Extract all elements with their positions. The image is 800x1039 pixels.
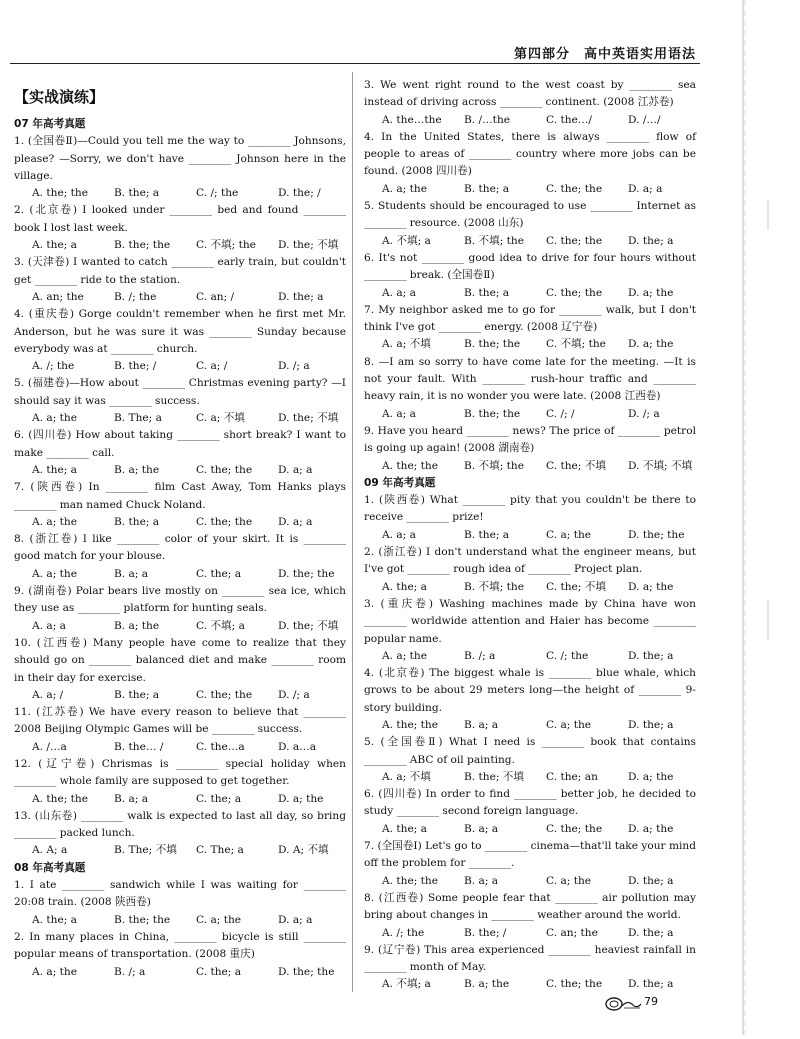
page-edge-shadow (740, 0, 800, 1035)
left-column (14, 86, 346, 981)
answer-options (364, 406, 696, 423)
answer-option: C. the; the (196, 463, 253, 476)
answer-option: C. the; the (546, 182, 603, 195)
answer-option: D. the; a (628, 649, 674, 662)
answer-option: A. a; / (32, 688, 64, 701)
question-stem: 8. (浙江卷) I like ________ color of your skirt. It is ________ good match for your blouse. (14, 533, 346, 563)
question-item (14, 427, 346, 479)
page-footer (604, 995, 684, 1013)
answer-option: A. the; a (32, 239, 77, 252)
answer-option: D. the; a (628, 926, 674, 939)
answer-options (14, 410, 346, 427)
question-stem: 2. (浙江卷) I don't understand what the engineer means, but I've got ________ rough idea of ________ Project plan. (364, 546, 696, 576)
answer-option: B. 不填; the (464, 459, 524, 472)
page-header (10, 41, 700, 64)
question-stem: 4. In the United States, there is always ________ flow of people to areas of ________ country where more jobs can be found. (2008 四川卷) (364, 130, 696, 178)
answer-option: C. a; / (196, 360, 228, 373)
question-stem: 7. (全国卷Ⅰ) Let's go to ________ cinema—that'll take your mind off the problem for ________. (364, 840, 696, 870)
question-stem: 1. I ate ________ sandwich while I was waiting for ________ 20:08 train. (2008 陕西卷) (14, 879, 346, 909)
question-item (364, 890, 696, 942)
answer-option: B. the; the (114, 913, 171, 926)
answer-option: A. a; a (382, 528, 416, 541)
answer-options (364, 233, 696, 250)
question-stem: 9. Have you heard ________ news? The price of ________ petrol is going up again! (2008 湖南卷) (364, 424, 696, 455)
question-item (14, 531, 346, 583)
answer-option: B. a; a (114, 792, 149, 805)
question-item (364, 198, 696, 250)
answer-options (14, 687, 346, 704)
answer-option: C. the; the (196, 515, 253, 528)
answer-options (364, 821, 696, 838)
question-item (14, 929, 346, 981)
answer-option: C. the; a (196, 792, 242, 805)
answer-option: B. /; a (114, 965, 146, 978)
exam-year-heading: 09 年高考真题 (364, 476, 436, 489)
answer-options (364, 717, 696, 734)
question-stem: 3. (天津卷) I wanted to catch ________ early train, but couldn't get ________ ride to the station. (14, 256, 346, 286)
answer-option: A. an; the (32, 290, 84, 303)
answer-option: D. the; a (628, 978, 674, 991)
answer-option: C. the…/ (546, 113, 592, 126)
answer-option: A. the; a (382, 580, 427, 593)
question-stem: 2. (北京卷) I looked under ________ bed and found ________ book I lost last week. (14, 204, 346, 234)
answer-option: B. /…the (464, 113, 511, 126)
answer-options (14, 618, 346, 635)
answer-option: B. 不填; the (464, 580, 524, 593)
page-number: 79 (644, 995, 658, 1008)
question-item (364, 665, 696, 734)
answer-option: D. a; the (628, 286, 674, 299)
answer-option: C. the; the (546, 822, 603, 835)
answer-option: C. an; / (196, 290, 235, 303)
answer-option: A. the; the (32, 187, 89, 200)
answer-option: D. a…a (278, 740, 317, 753)
answer-option: B. the; the (464, 338, 521, 351)
answer-option: C. /; the (546, 649, 589, 662)
question-stem: 1. (陕西卷) What ________ pity that you couldn't be there to receive ________ prize! (364, 494, 696, 524)
question-item (364, 786, 696, 838)
answer-option: A. a; the (32, 412, 77, 425)
question-stem: 8. (江西卷) Some people fear that ________ air pollution may bring about changes in ________ weather around the world. (364, 891, 696, 922)
answer-options (14, 842, 346, 859)
question-item (364, 492, 696, 544)
answer-option: A. /; the (382, 926, 425, 939)
question-stem: 12. (辽宁卷) Chrismas is ________ special holiday when ________ whole family are supposed to get together. (14, 757, 346, 788)
answer-option: D. A; 不填 (278, 844, 329, 857)
exam-year-heading: 07 年高考真题 (14, 118, 86, 130)
answer-options (364, 527, 696, 544)
question-stem: 5. Students should be encouraged to use ________ Internet as ________ resource. (2008 山东) (364, 200, 696, 230)
answer-option: A. the; the (382, 459, 439, 472)
answer-option: C. the; the (546, 234, 603, 247)
answer-option: A. the; a (382, 822, 427, 835)
answer-option: B. the; / (114, 360, 157, 373)
answer-option: A. the; a (32, 913, 77, 926)
answer-option: B. The; a (114, 412, 162, 425)
question-item (364, 77, 696, 129)
question-item (14, 306, 346, 375)
question-item (364, 544, 696, 596)
left-question-list (14, 116, 346, 981)
question-stem: 4. (北京卷) The biggest whale is ________ blue whale, which grows to be about 29 meters long—the height of ________ 9-story building. (364, 667, 696, 714)
answer-option: C. the; a (196, 965, 242, 978)
answer-option: B. a; a (464, 822, 499, 835)
answer-option: B. a; the (114, 463, 160, 476)
answer-option: C. /; the (196, 187, 239, 200)
answer-option: B. 不填; the (464, 234, 524, 247)
answer-option: C. a; the (546, 874, 592, 887)
answer-option: A. 不填; a (382, 234, 431, 247)
question-stem: 6. (四川卷) In order to find ________ better job, he decided to study ________ second foreign language. (364, 788, 696, 818)
question-item (14, 583, 346, 635)
answer-option: D. the; the (628, 528, 685, 541)
question-stem: 1. (全国卷Ⅱ)—Could you tell me the way to ________ Johnsons, please? —Sorry, we don't have ________ Johnson here in the village. (14, 135, 346, 182)
question-item (364, 838, 696, 890)
answer-options (14, 185, 346, 202)
answer-option: B. the; / (464, 926, 507, 939)
question-item (14, 202, 346, 254)
answer-options (14, 739, 346, 756)
question-stem: 9. (辽宁卷) This area experienced ________ heaviest rainfall in ________ month of May. (364, 943, 696, 974)
answer-options (364, 769, 696, 786)
answer-option: B. a; the (464, 978, 510, 991)
answer-option: B. /; the (114, 290, 157, 303)
answer-option: A. a; the (32, 965, 77, 978)
answer-option: B. the; a (114, 187, 160, 200)
answer-option: A. the; the (382, 874, 439, 887)
answer-options (14, 514, 346, 531)
answer-options (364, 285, 696, 302)
answer-options (364, 336, 696, 353)
answer-option: C. /; / (546, 407, 575, 420)
answer-options (364, 112, 696, 129)
answer-option: A. the; the (32, 792, 89, 805)
answer-option: C. the; 不填 (546, 459, 606, 472)
answer-option: D. the; a (628, 874, 674, 887)
answer-options (364, 925, 696, 942)
question-stem: 6. It's not ________ good idea to drive for four hours without ________ break. (全国卷Ⅱ) (364, 251, 696, 282)
answer-option: A. a; the (32, 515, 77, 528)
question-item (14, 375, 346, 427)
answer-option: A. a; a (32, 619, 66, 632)
question-item (14, 254, 346, 306)
answer-options (14, 289, 346, 306)
section-title: 【实战演练】 (14, 88, 105, 106)
question-stem: 8. —I am so sorry to have come late for the meeting. —It is not your fault. With ________ rush-hour traffic and ________ heavy rain, it is no wonder you were late. (2008 江西卷) (364, 355, 696, 403)
answer-option: C. the; the (546, 978, 603, 991)
question-stem: 5. (全国卷Ⅱ) What I need is ________ book that contains ________ ABC of oil painting. (364, 736, 696, 766)
answer-option: B. /; a (464, 649, 496, 662)
question-stem: 4. (重庆卷) Gorge couldn't remember when he first met Mr. Anderson, but he was sure it was ________ Sunday because everybody was at ________ church. (14, 308, 346, 355)
answer-option: D. a; a (628, 182, 663, 195)
answer-option: B. the; 不填 (464, 770, 524, 783)
question-item (364, 354, 696, 423)
question-item (14, 479, 346, 531)
exam-year-heading: 08 年高考真题 (14, 861, 86, 874)
answer-option: A. a; the (382, 649, 427, 662)
answer-option: A. a; the (382, 182, 427, 195)
answer-option: B. the; a (114, 515, 160, 528)
question-item (364, 423, 696, 475)
question-item (364, 302, 696, 354)
question-stem: 11. (江苏卷) We have every reason to believe that ________ 2008 Beijing Olympic Games will be ________ success. (14, 706, 346, 736)
question-item (14, 133, 346, 202)
answer-option: C. The; a (196, 844, 244, 857)
answer-option: C. the…a (196, 740, 245, 753)
answer-option: A. A; a (32, 844, 68, 857)
answer-option: A. a; 不填 (382, 338, 431, 351)
question-stem: 2. In many places in China, ________ bicycle is still ________ popular means of transportation. (2008 重庆) (14, 930, 346, 961)
answer-option: A. /…a (32, 740, 67, 753)
answer-option: C. an; the (546, 926, 598, 939)
answer-option: D. a; the (278, 792, 324, 805)
answer-option: D. a; a (278, 463, 313, 476)
answer-option: B. the; a (464, 528, 510, 541)
answer-option: D. a; a (278, 913, 313, 926)
answer-option: D. a; the (628, 338, 674, 351)
answer-option: B. the; the (464, 407, 521, 420)
answer-option: B. the; a (464, 182, 510, 195)
question-stem: 3. We went right round to the west coast by ________ sea instead of driving across ________ continent. (2008 江苏卷) (364, 79, 696, 109)
answer-option: D. the; 不填 (278, 239, 339, 252)
answer-option: D. a; the (628, 580, 674, 593)
answer-option: C. a; 不填 (196, 412, 245, 425)
question-stem: 10. (江西卷) Many people have come to realize that they should go on ________ balanced diet and make ________ room in their day for exercise. (14, 636, 346, 684)
question-item (14, 756, 346, 808)
answer-options (14, 791, 346, 808)
question-stem: 13. (山东卷) ________ walk is expected to last all day, so bring ________ packed lunch. (14, 809, 346, 840)
answer-option: B. a; the (114, 619, 160, 632)
answer-option: A. the; the (382, 718, 439, 731)
answer-option: C. 不填; a (196, 619, 245, 632)
answer-option: C. the; the (196, 688, 253, 701)
answer-option: A. the; a (32, 463, 77, 476)
answer-option: D. the; a (628, 718, 674, 731)
question-stem: 6. (四川卷) How about taking ________ short break? I want to make ________ call. (14, 429, 346, 459)
answer-option: C. the; an (546, 770, 598, 783)
answer-option: B. the… / (114, 740, 164, 753)
answer-options (14, 566, 346, 583)
right-question-list (364, 77, 696, 994)
question-stem: 7. My neighbor asked me to go for ________ walk, but I don't think I've got ________ energy. (2008 辽宁卷) (364, 303, 696, 334)
answer-option: D. a; a (278, 515, 313, 528)
answer-option: D. 不填; 不填 (628, 459, 693, 472)
answer-option: B. a; a (114, 567, 149, 580)
answer-options (364, 579, 696, 596)
answer-option: C. the; a (196, 567, 242, 580)
header-title: 第四部分 高中英语实用语法 (513, 47, 696, 62)
answer-options (14, 912, 346, 929)
answer-option: C. the; 不填 (546, 580, 606, 593)
answer-options (14, 237, 346, 254)
answer-option: A. a; a (382, 286, 416, 299)
answer-option: C. a; the (546, 528, 592, 541)
question-item (14, 877, 346, 929)
answer-options (364, 458, 696, 475)
answer-option: D. /; a (278, 688, 310, 701)
right-column (364, 77, 696, 994)
answer-option: D. a; the (628, 770, 674, 783)
answer-option: D. the; a (278, 290, 324, 303)
answer-option: D. the; the (278, 965, 335, 978)
question-item (14, 704, 346, 756)
question-item (364, 596, 696, 665)
answer-option: A. a; the (32, 567, 77, 580)
answer-options (14, 358, 346, 375)
answer-options (364, 976, 696, 993)
answer-option: B. the; the (114, 239, 171, 252)
question-item (364, 129, 696, 198)
answer-options (14, 964, 346, 981)
answer-option: D. /…/ (628, 113, 661, 126)
answer-option: B. the; a (464, 286, 510, 299)
answer-option: C. a; the (196, 913, 242, 926)
answer-option: C. 不填; the (196, 239, 256, 252)
answer-option: C. 不填; the (546, 338, 606, 351)
column-divider (352, 72, 353, 992)
answer-option: A. the…the (382, 113, 442, 126)
answer-option: A. a; a (382, 407, 416, 420)
question-item (14, 808, 346, 860)
answer-options (14, 462, 346, 479)
answer-option: A. 不填; a (382, 978, 431, 991)
answer-options (364, 648, 696, 665)
answer-option: D. /; a (628, 407, 660, 420)
answer-options (364, 181, 696, 198)
answer-option: D. the; the (278, 567, 335, 580)
answer-option: A. /; the (32, 360, 75, 373)
answer-option: D. /; a (278, 360, 310, 373)
book-logo-icon (604, 996, 642, 1012)
answer-option: A. a; 不填 (382, 770, 431, 783)
question-item (364, 942, 696, 994)
question-item (364, 250, 696, 302)
question-item (14, 635, 346, 704)
question-stem: 3. (重庆卷) Washing machines made by China have won ________ worldwide attention and Haier has become ________ popular name. (364, 597, 696, 645)
answer-option: C. the; the (546, 286, 603, 299)
question-stem: 7. (陕西卷) In ________ film Cast Away, Tom Hanks plays ________ man named Chuck Noland. (14, 481, 346, 511)
answer-option: D. the; a (628, 234, 674, 247)
answer-option: D. a; the (628, 822, 674, 835)
answer-option: D. the; 不填 (278, 619, 339, 632)
answer-option: B. The; 不填 (114, 844, 177, 857)
answer-option: B. the; a (114, 688, 160, 701)
answer-option: B. a; a (464, 718, 499, 731)
answer-option: D. the; 不填 (278, 412, 339, 425)
answer-option: C. a; the (546, 718, 592, 731)
answer-option: D. the; / (278, 187, 321, 200)
answer-option: B. a; a (464, 874, 499, 887)
question-item (364, 734, 696, 786)
question-stem: 9. (湖南卷) Polar bears live mostly on ________ sea ice, which they use as ________ platform for hunting seals. (14, 585, 346, 615)
answer-options (364, 873, 696, 890)
question-stem: 5. (福建卷)—How about ________ Christmas evening party? —I should say it was ________ success. (14, 377, 346, 407)
